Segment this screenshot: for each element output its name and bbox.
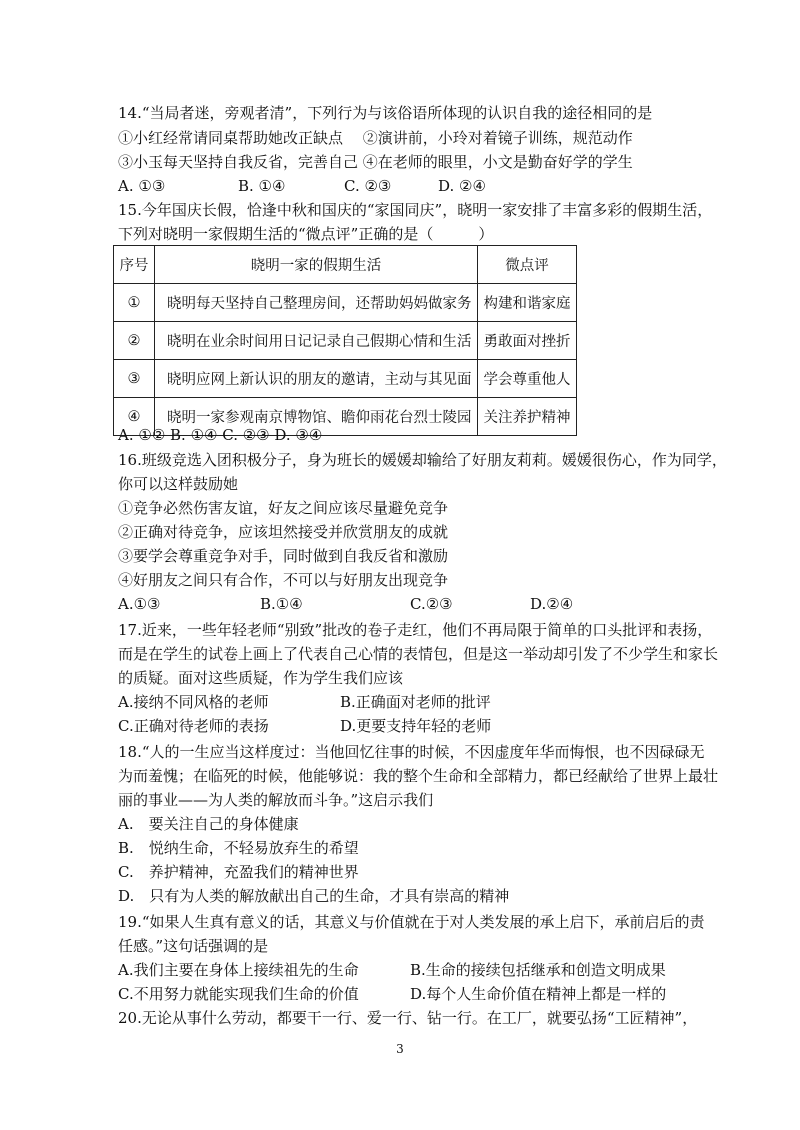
table-header-cell: 微点评: [478, 246, 577, 284]
table-header-cell: 序号: [114, 246, 155, 284]
table-header-row: [114, 246, 577, 284]
table-cell: 晓明在业余时间用日记记录自己假期心情和生活: [155, 322, 478, 360]
q17-option-b: B.正确面对老师的批评: [340, 693, 491, 711]
q17-option-d: D.更要支持年轻的老师: [340, 717, 492, 735]
table-cell: 学会尊重他人: [478, 360, 577, 398]
q17-option-a: A.接纳不同风格的老师: [118, 693, 269, 711]
table-cell: ③: [114, 360, 155, 398]
q16-option-a: A.①③: [118, 595, 161, 613]
q19-options-row-1: [118, 960, 666, 980]
table-cell: 晓明每天坚持自己整理房间，还帮助妈妈做家务: [155, 284, 478, 322]
q17-stem-2: 而是在学生的试卷上画上了代表自己心情的表情包，但是这一举动却引发了不少学生和家长: [118, 645, 719, 663]
q18-option-d: D. 只有为人类的解放献出自己的生命，才具有崇高的精神: [118, 887, 510, 905]
q15-stem-1: 15.今年国庆长假，恰逢中秋和国庆的“家国同庆”，晓明一家安排了丰富多彩的假期生活，: [118, 201, 713, 219]
q18-stem-1: 18.“人的一生应当这样度过：当他回忆往事的时候，不因虚度年华而悔恨，也不因碌碌无: [118, 743, 705, 761]
q19-option-d: D.每个人生命价值在精神上都是一样的: [410, 985, 667, 1003]
table-cell: ①: [114, 284, 155, 322]
q15-table: [113, 245, 577, 436]
q16-item-4: ④好朋友之间只有合作，不可以与好朋友出现竞争: [118, 571, 449, 589]
q18-stem-2: 为而羞愧；在临死的时候，他能够说：我的整个生命和全部精力，都已经献给了世界上最壮: [118, 767, 719, 785]
q20-stem-1: 20.无论从事什么劳动，都要干一行、爱一行、钻一行。在工厂，就要弘扬“工匠精神”，: [118, 1009, 698, 1027]
table-cell: ④: [114, 398, 155, 436]
table-cell: 晓明一家参观南京博物馆、瞻仰雨花台烈士陵园: [155, 398, 478, 436]
q15-options: A. ①② B. ①④ C. ②③ D. ③④: [118, 426, 323, 444]
q16-option-d: D.②④: [530, 595, 574, 613]
q17-options-row-2: [118, 716, 491, 736]
q14-option-d: D. ②④: [438, 177, 486, 195]
q19-stem-2: 任感。”这句话强调的是: [118, 937, 269, 955]
q17-options-row-1: [118, 692, 491, 712]
q14-options: [118, 176, 486, 196]
page-number: 3: [396, 1042, 404, 1056]
table-cell: ②: [114, 322, 155, 360]
q17-stem-3: 的质疑。面对这些质疑，作为学生我们应该: [118, 669, 404, 687]
q19-options-row-2: [118, 984, 666, 1004]
q16-option-c: C.②③: [410, 595, 453, 613]
table-cell: 构建和谐家庭: [478, 284, 577, 322]
table-cell: 勇敢面对挫折: [478, 322, 577, 360]
q14-option-b: B. ①④: [238, 177, 286, 195]
q19-option-a: A.我们主要在身体上接续祖先的生命: [118, 961, 359, 979]
q16-options: [118, 594, 573, 614]
q14-stem: 14.“当局者迷，旁观者清”，下列行为与该俗语所体现的认识自我的途径相同的是: [118, 104, 653, 122]
table-row: [114, 360, 577, 398]
q18-option-a: A. 要关注自己的身体健康: [118, 815, 299, 833]
table-cell: 晓明应网上新认识的朋友的邀请，主动与其见面: [155, 360, 478, 398]
q18-stem-3: 丽的事业——为人类的解放而斗争。”这启示我们: [118, 791, 434, 809]
table-cell: 关注养护精神: [478, 398, 577, 436]
q19-option-c: C.不用努力就能实现我们生命的价值: [118, 985, 359, 1003]
q16-item-1: ①竞争必然伤害友谊，好友之间应该尽量避免竞争: [118, 499, 449, 517]
q16-item-3: ③要学会尊重竞争对手，同时做到自我反省和激励: [118, 547, 449, 565]
q17-option-c: C.正确对待老师的表扬: [118, 717, 269, 735]
q18-option-b: B. 悦纳生命，不轻易放弃生的希望: [118, 839, 359, 857]
q16-stem-1: 16.班级竞选入团积极分子，身为班长的媛媛却输给了好朋友莉莉。媛媛很伤心，作为同学，: [118, 451, 727, 469]
q19-option-b: B.生命的接续包括继承和创造文明成果: [410, 961, 666, 979]
q14-line2: ③小玉每天坚持自我反省，完善自己 ④在老师的眼里，小文是勤奋好学的学生: [118, 153, 633, 171]
table-row: [114, 284, 577, 322]
q19-stem-1: 19.“如果人生真有意义的话，其意义与价值就在于对人类发展的承上启下，承前启后的责: [118, 913, 705, 931]
q16-option-b: B.①④: [260, 595, 303, 613]
q16-stem-2: 你可以这样鼓励她: [118, 475, 239, 493]
table-row: [114, 322, 577, 360]
q14-line1: ①小红经常请同桌帮助她改正缺点 ②演讲前，小玲对着镜子训练，规范动作: [118, 129, 633, 147]
q17-stem-1: 17.近来，一些年轻老师“别致”批改的卷子走红，他们不再局限于简单的口头批评和表扬，: [118, 621, 713, 639]
table-header-cell: 晓明一家的假期生活: [155, 246, 478, 284]
q15-stem-2: 下列对晓明一家假期生活的“微点评”正确的是（ ）: [118, 225, 494, 243]
q18-option-c: C. 养护精神，充盈我们的精神世界: [118, 863, 359, 881]
q14-option-c: C. ②③: [344, 177, 392, 195]
q14-option-a: A. ①③: [118, 177, 166, 195]
q16-item-2: ②正确对待竞争，应该坦然接受并欣赏朋友的成就: [118, 523, 449, 541]
